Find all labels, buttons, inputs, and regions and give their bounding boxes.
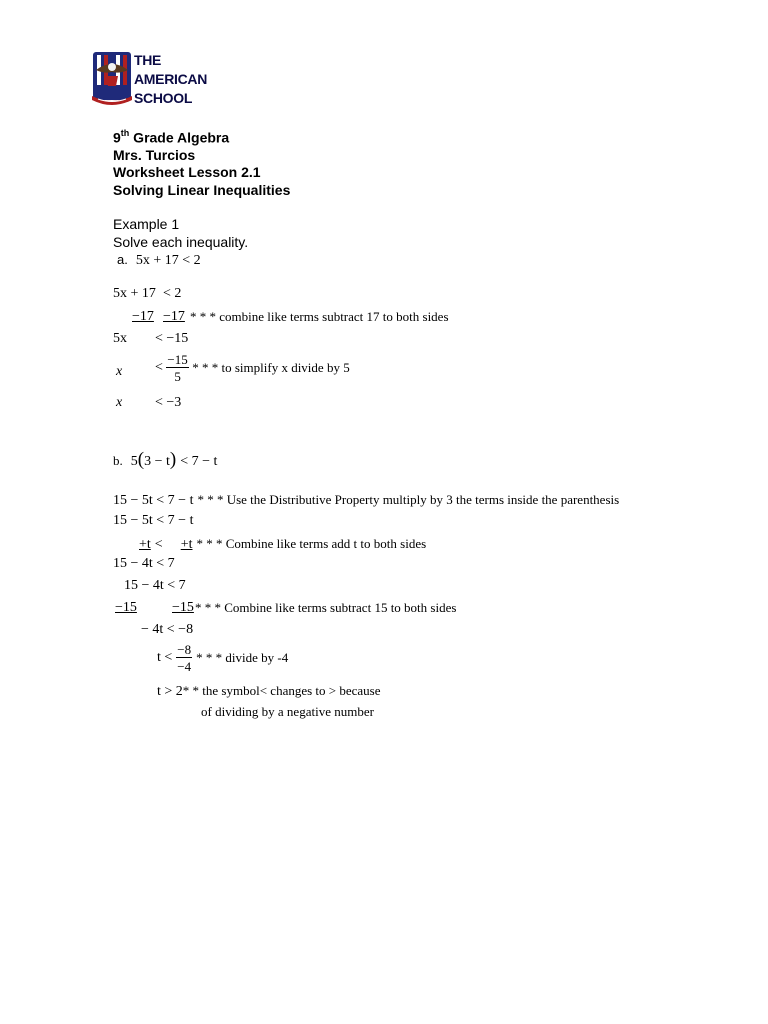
part-a-step2-left: −17 bbox=[132, 309, 154, 324]
instruction-text: Solve each inequality. bbox=[113, 234, 249, 250]
school-name bbox=[134, 51, 208, 108]
worksheet-title: Worksheet Lesson 2.1 bbox=[113, 164, 261, 180]
logo-text-line: THE bbox=[134, 52, 162, 68]
part-b-step1: 15 − 5t < 7 − t * * * Use the Distributive Property multiply by 3 the terms inside the parenthesis bbox=[113, 492, 620, 508]
part-b-step9-note2: of dividing by a negative number bbox=[201, 704, 374, 719]
part-a-step2-right: −17 bbox=[163, 309, 185, 324]
part-b-step7: − 4t < −8 bbox=[141, 622, 194, 637]
part-a-step5-lhs: x bbox=[116, 395, 123, 410]
part-a-step3-lhs: 5x bbox=[113, 331, 127, 346]
teacher-name: Mrs. Turcios bbox=[113, 147, 196, 163]
eagle-shield-crest-icon bbox=[90, 50, 134, 108]
part-b-step3: +t < +t * * * Combine like terms add t to both sides bbox=[139, 536, 427, 552]
part-b-step2: 15 − 5t < 7 − t bbox=[113, 513, 194, 528]
fraction: $\frac{-15}{5}$ bbox=[167, 352, 188, 384]
logo-text-line: SCHOOL bbox=[134, 90, 193, 106]
part-a-problem: a. 5x + 17 < 2 bbox=[117, 252, 201, 268]
part-b-step4: 15 − 4t < 7 bbox=[113, 556, 175, 571]
part-b-step9: t > 2* * the symbol< changes to > because bbox=[157, 683, 381, 699]
part-a-step2-note: * * * combine like terms subtract 17 to both sides bbox=[190, 309, 449, 324]
part-b-step6-left: −15 bbox=[115, 600, 137, 615]
topic-title: Solving Linear Inequalities bbox=[113, 182, 291, 198]
fraction: $\frac{-8}{-4}$ bbox=[177, 642, 192, 674]
logo-text-line: AMERICAN bbox=[134, 71, 208, 87]
part-a-step3-rel: < −15 bbox=[155, 331, 189, 346]
part-a-step4-rhs: < $\frac{-15}{5}$ * * * to simplify x divide by 5 bbox=[155, 352, 350, 384]
part-b-step5: 15 − 4t < 7 bbox=[124, 578, 186, 593]
part-b-step6-note: * * * Combine like terms subtract 15 to both sides bbox=[195, 600, 457, 615]
course-title: 9th Grade Algebra bbox=[113, 128, 230, 146]
example-title: Example 1 bbox=[113, 216, 180, 232]
part-a-step5-rel: < −3 bbox=[155, 395, 182, 410]
part-a-step4-lhs: x bbox=[116, 364, 123, 379]
part-b-step6-right: −15 bbox=[172, 600, 194, 615]
part-b-step8: t < $\frac{-8}{-4}$ * * * divide by -4 bbox=[157, 642, 289, 674]
part-a-step1-lhs: 5x + 17 bbox=[113, 286, 156, 301]
part-a-step1-rel: < 2 bbox=[163, 286, 182, 301]
school-logo bbox=[90, 50, 208, 110]
part-b-problem: b. 5(3 − t) < 7 − t bbox=[113, 449, 218, 470]
